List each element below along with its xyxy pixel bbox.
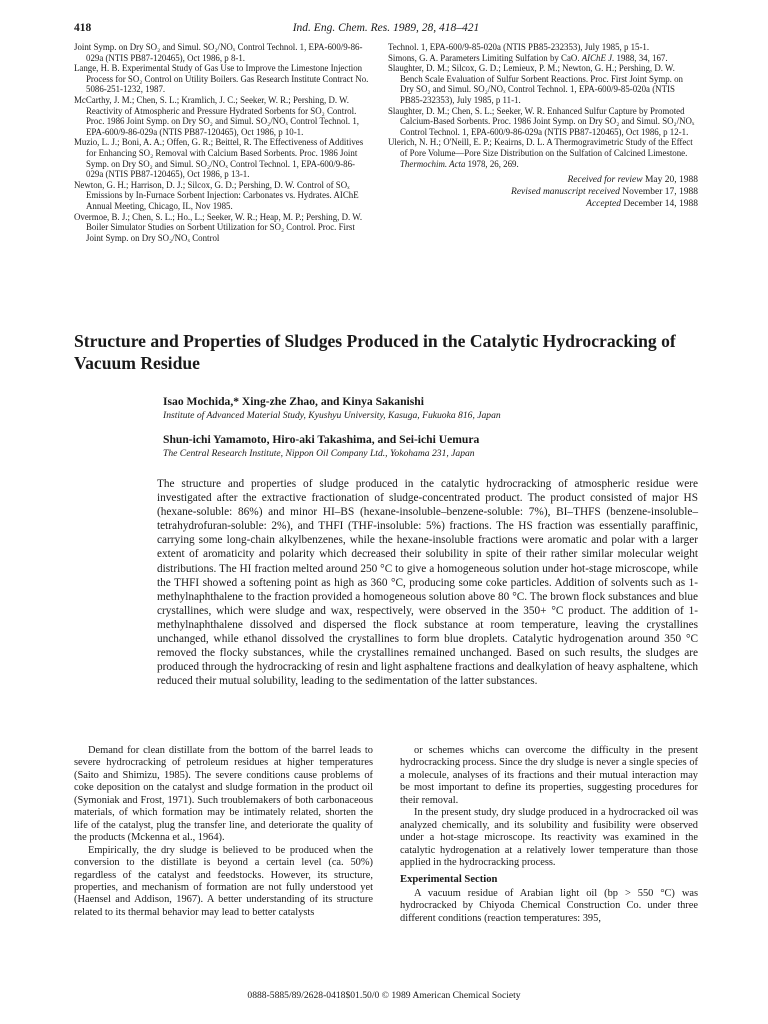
body-left-column xyxy=(74,745,373,919)
reference-entry: Slaughter, D. M.; Silcox, G. D.; Lemieux, P. M.; Newton, G. H.; Pershing, D. W. Bench Scale Evaluation of Sulfur Sorbent Reactions. Proc. First Joint Symp. on Dry SO₂ and Simul. SO₂/NOₓ Control Technol. 1, EPA-600/9-85-020a (NTIS PB85-232353), July 1985, p 11-1. xyxy=(388,63,683,105)
running-header xyxy=(74,22,698,38)
body-paragraph: or schemes whichs can overcome the difficulty in the present hydrocracking process. Since the dry sludge is never a single species of a molecule, analyses of its fractions and their mutual interaction may be most important to define its properties, suggesting procedures for their removal. xyxy=(400,745,698,806)
author-group-2 xyxy=(163,432,703,460)
received-dates xyxy=(388,175,698,210)
author-group-1 xyxy=(163,394,703,422)
body-paragraph: Demand for clean distillate from the bottom of the barrel leads to severe hydrocracking of petroleum residues at higher temperatures (Saito and Shimizu, 1985). The severe conditions cause problems of coke deposition on the catalyst and sludge formation in the product oil (Symoniak and Frost, 1971). Such troublemakers of both carbonaceous materials, of which formation may be intimately related, shorten the life of the catalyst, plug the transfer line, and deteriorate the quality of the products (Mckenna et al., 1964). xyxy=(74,745,373,844)
author-names: Isao Mochida,* Xing-zhe Zhao, and Kinya Sakanishi xyxy=(163,395,424,408)
article-title: Structure and Properties of Sludges Produced in the Catalytic Hydrocracking of Vacuum Residue xyxy=(74,331,676,373)
reference-entry: McCarthy, J. M.; Chen, S. L.; Kramlich, J. C.; Seeker, W. R.; Pershing, D. W. Reactivity of Atmospheric and Pressure Hydrated Sorbents for SO₂ Control. Proc. 1986 Joint Symp. on Dry SO₂ and Simul. SO₂/NOₓ Control Technol. 1, EPA-600/9-86-029a (NTIS PB87-120465), Oct 1986, p 10-1. xyxy=(74,94,360,137)
reference-entry: Ulerich, N. H.; O'Neill, E. P.; Keairns, D. L. A Thermogravimetric Study of the Effect of Pore Volume—Pore Size Distribution on the Sulfation of Calcined Limestone. Thermochim. Acta 1978, 26, 269. xyxy=(388,137,693,169)
body-paragraph: A vacuum residue of Arabian light oil (bp > 550 °C) was hydrocracked by Chiyoda Chemical Construction Co. under three different conditions (reaction temperatures: 395, xyxy=(400,887,698,924)
reference-entry: Lange, H. B. Experimental Study of Gas Use to Improve the Limestone Injection Process for SO₂ Control on Utility Boilers. Gas Research Institute Contract No. 5086-251-1232, 1987. xyxy=(74,63,369,95)
section-heading: Experimental Section xyxy=(400,873,498,885)
author-names: Shun-ichi Yamamoto, Hiro-aki Takashima, and Sei-ichi Uemura xyxy=(163,433,480,446)
author-affiliation: Institute of Advanced Material Study, Kyushyu University, Kasuga, Fukuoka 816, Japan xyxy=(163,410,501,421)
received-for-review: Received for review May 20, 1988 xyxy=(567,175,698,186)
reference-entry: Overmoe, B. J.; Chen, S. L.; Ho., L.; Seeker, W. R.; Heap, M. P.; Pershing, D. W. Boiler Simulator Studies on Sorbent Utilization for SO₂ Control. Proc. First Joint Symp. on Dry SO₂/NOₓ Control xyxy=(74,211,363,243)
references-right-column xyxy=(388,42,698,211)
references-left-column xyxy=(74,42,372,243)
reference-entry: Newton, G. H.; Harrison, D. J.; Silcox, G. D.; Pershing, D. W. Control of SOₓ Emissions by In-Furnace Sorbent Injection: Carbonates vs. Hydrates. AIChE Annual Meeting, Chicago, IL, Nov 1985. xyxy=(74,179,359,211)
body-paragraph: Empirically, the dry sludge is believed to be produced when the conversion to the distillate is beyond a certain level (ca. 50%) regardless of the catalyst and feedstocks. However, its structure, properties, and mechanism of formation are not fully understood yet (Haensel and Addison, 1967). A better understanding of its structure related to its thermal behavior may lead to better catalysts xyxy=(74,844,373,918)
page-number: 418 xyxy=(74,22,92,34)
journal-citation: Ind. Eng. Chem. Res. 1989, 28, 418–421 xyxy=(292,22,480,34)
body-right-column xyxy=(400,745,698,925)
reference-entry: Joint Symp. on Dry SO₂ and Simul. SO₂/NOₓ Control Technol. 1, EPA-600/9-86-029a (NTIS PB87-120465), Oct 1986, p 8-1. xyxy=(74,42,363,63)
reference-entry: Muzio, L. J.; Boni, A. A.; Offen, G. R.; Beittel, R. The Effectiveness of Additives for Enhancing SO₂ Removal with Calcium Based Sorbents. Proc. 1986 Joint Symp. on Dry SO₂ and Simul. SO₂/NOₓ Control Technol. 1, EPA-600/9-86-029a (NTIS PB87-120465), Oct 1986, p 13-1. xyxy=(74,137,364,180)
abstract: The structure and properties of sludge produced in the catalytic hydrocracking of atmospheric residue were investigated after the extractive fractionation of sludge-concentrated product. The product consisted of major HS (hexane-soluble: 86%) and minor HI–BS (hexane-insoluble–benzene-soluble: 7%), BI–THFS (benzene-insoluble–tetrahydrofuran-soluble: 2%), and THFI (THF-insoluble: 5%) fractions. The HS fraction was essentially paraffinic, carrying some long-chain alkylbenzenes, while the hexane-insoluble fractions were aromatic and polar with a larger extent of aromaticity and polarity which decreased their solubility in spite of their rather similar molecular weight distributions. The HI fraction melted around 250 °C to give a homogeneous solution under hot-stage microscope, while the THFI showed a softening point as high as 360 °C, producing some coke particles. Addition of solvents such as 1-methylnaphthalene to the fraction provided a homogeneous solution above 80 °C. The brown flock substances and blue crystallines, which were sludge and wax, respectively, were observed in the 350+ °C product. The addition of 1-methylnaphthalene dissolved and dispersed the flock substance at room temperature, leaving the crystallines unchanged, while ethanol dissolved the crystallines to form blue droplets. Catalytic hydrogenation around 350 °C removed the flocky substances, while the crystallines remained unchanged. Based on such results, the sludges are produced through the hydrocracking of resin and light asphaltene fractions and dealkylation of heavy asphaltene, which reduced their mutual solubility, leading to the sedimentation of the latter substances. xyxy=(157,478,698,688)
reference-entry: Simons, G. A. Parameters Limiting Sulfation by CaO. AIChE J. 1988, 34, 167. xyxy=(388,52,668,63)
copyright-footer: 0888-5885/89/2628-0418$01.50/0 © 1989 American Chemical Society xyxy=(247,990,521,1001)
accepted-date: Accepted December 14, 1988 xyxy=(586,198,698,209)
author-affiliation: The Central Research Institute, Nippon Oil Company Ltd., Yokohama 231, Japan xyxy=(163,448,475,459)
revised-manuscript-received: Revised manuscript received November 17, 1988 xyxy=(511,186,698,197)
body-paragraph: In the present study, dry sludge produced in a hydrocracked oil was analyzed chemically, and its solubility and fusibility were observed under a hot-stage microscope. Its reactivity was examined in the catalytic hydrogenation at a relatively lower temperature than those applied in the hydrocracking process. xyxy=(400,807,698,869)
reference-entry: Slaughter, D. M.; Chen, S. L.; Seeker, W. R. Enhanced Sulfur Capture by Promoted Calcium-Based Sorbents. Proc. 1986 Joint Symp. on Dry SO₂ and Simul. SO₂/NOₓ Control Technol. 1, EPA-600/9-86-029a (NTIS PB87-120465), Oct 1986, p 12-1. xyxy=(388,105,695,137)
reference-entry: Technol. 1, EPA-600/9-85-020a (NTIS PB85-232353), July 1985, p 15-1. xyxy=(388,42,650,52)
